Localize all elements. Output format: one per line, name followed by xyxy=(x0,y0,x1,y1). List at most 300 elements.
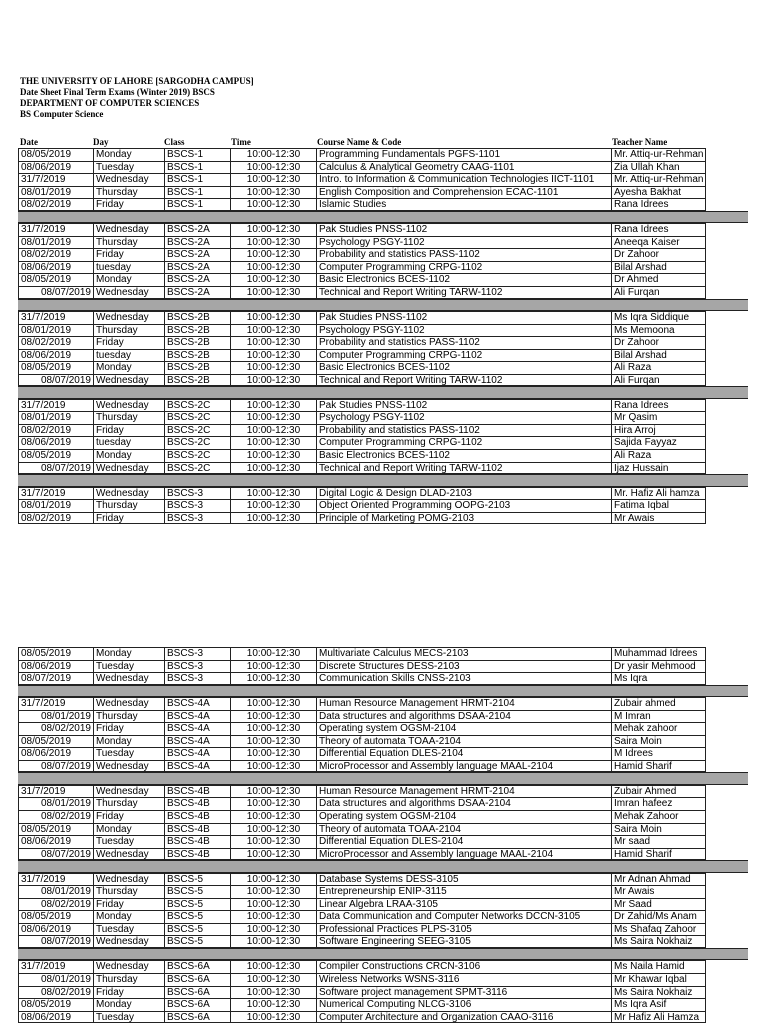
course-name: Software project management SPMT-3116 xyxy=(316,986,611,999)
table-row xyxy=(18,487,748,500)
exam-time: 10:00-12:30 xyxy=(230,198,316,211)
teacher-name: Mr. Hafiz Ali hamza xyxy=(611,487,706,500)
teacher-name: Zubair ahmed xyxy=(611,697,706,710)
exam-class: BSCS-1 xyxy=(164,148,230,161)
teacher-name: Dr Zahoor xyxy=(611,336,706,349)
exam-class: BSCS-2C xyxy=(164,424,230,437)
exam-class: BSCS-2C xyxy=(164,449,230,462)
exam-class: BSCS-1 xyxy=(164,161,230,174)
exam-class: BSCS-5 xyxy=(164,935,230,948)
table-row xyxy=(18,449,748,462)
teacher-name: Ms Shafaq Zahoor xyxy=(611,923,706,936)
exam-class: BSCS-2B xyxy=(164,311,230,324)
table-row xyxy=(18,735,748,748)
table-row xyxy=(18,248,748,261)
teacher-name: M Imran xyxy=(611,710,706,723)
exam-date: 31/7/2019 xyxy=(18,487,93,500)
exam-date: 08/01/2019 xyxy=(18,885,93,898)
course-name: Human Resource Management HRMT-2104 xyxy=(316,697,611,710)
exam-time: 10:00-12:30 xyxy=(230,647,316,660)
exam-time: 10:00-12:30 xyxy=(230,960,316,973)
exam-time: 10:00-12:30 xyxy=(230,747,316,760)
exam-date: 08/05/2019 xyxy=(18,823,93,836)
exam-class: BSCS-4B xyxy=(164,797,230,810)
exam-day: Wednesday xyxy=(93,760,164,773)
exam-date: 08/06/2019 xyxy=(18,161,93,174)
exam-day: Monday xyxy=(93,647,164,660)
exam-date: 31/7/2019 xyxy=(18,223,93,236)
teacher-name: Hamid Sharif xyxy=(611,760,706,773)
teacher-name: Rana Idrees xyxy=(611,223,706,236)
exam-time: 10:00-12:30 xyxy=(230,374,316,387)
exam-class: BSCS-4A xyxy=(164,710,230,723)
exam-day: Monday xyxy=(93,998,164,1011)
table-row xyxy=(18,660,748,673)
exam-day: Friday xyxy=(93,898,164,911)
exam-day: Friday xyxy=(93,512,164,525)
exam-time: 10:00-12:30 xyxy=(230,236,316,249)
exam-date: 08/05/2019 xyxy=(18,910,93,923)
exam-date: 31/7/2019 xyxy=(18,960,93,973)
exam-time: 10:00-12:30 xyxy=(230,311,316,324)
teacher-name: Ms Saira Nokhaiz xyxy=(611,935,706,948)
course-name: Software Engineering SEEG-3105 xyxy=(316,935,611,948)
exam-class: BSCS-5 xyxy=(164,910,230,923)
exam-time: 10:00-12:30 xyxy=(230,760,316,773)
exam-day: Tuesday xyxy=(93,660,164,673)
exam-time: 10:00-12:30 xyxy=(230,349,316,362)
col-teacher: Teacher Name xyxy=(612,137,668,147)
exam-time: 10:00-12:30 xyxy=(230,462,316,475)
exam-date: 08/01/2019 xyxy=(18,186,93,199)
course-name: Technical and Report Writing TARW-1102 xyxy=(316,462,611,475)
exam-day: Thursday xyxy=(93,710,164,723)
exam-time: 10:00-12:30 xyxy=(230,973,316,986)
exam-date: 08/06/2019 xyxy=(18,835,93,848)
teacher-name: Ayesha Bakhat xyxy=(611,186,706,199)
exam-class: BSCS-2A xyxy=(164,286,230,299)
exam-time: 10:00-12:30 xyxy=(230,873,316,886)
exam-class: BSCS-2B xyxy=(164,374,230,387)
teacher-name: Ms Iqra Siddique xyxy=(611,311,706,324)
teacher-name: Ijaz Hussain xyxy=(611,462,706,475)
exam-time: 10:00-12:30 xyxy=(230,735,316,748)
table-row xyxy=(18,286,748,299)
teacher-name: Ms Iqra Asif xyxy=(611,998,706,1011)
teacher-name: Bilal Arshad xyxy=(611,349,706,362)
table-row xyxy=(18,186,748,199)
exam-date: 08/05/2019 xyxy=(18,449,93,462)
course-name: Digital Logic & Design DLAD-2103 xyxy=(316,487,611,500)
course-name: Psychology PSGY-1102 xyxy=(316,324,611,337)
exam-class: BSCS-4B xyxy=(164,785,230,798)
block-separator xyxy=(18,474,748,487)
exam-day: Friday xyxy=(93,198,164,211)
course-name: Communication Skills CNSS-2103 xyxy=(316,672,611,685)
exam-time: 10:00-12:30 xyxy=(230,672,316,685)
course-name: Human Resource Management HRMT-2104 xyxy=(316,785,611,798)
exam-date: 08/05/2019 xyxy=(18,148,93,161)
exam-date: 08/06/2019 xyxy=(18,436,93,449)
exam-time: 10:00-12:30 xyxy=(230,1011,316,1024)
document-header xyxy=(20,76,254,120)
exam-time: 10:00-12:30 xyxy=(230,810,316,823)
exam-day: Thursday xyxy=(93,797,164,810)
exam-date: 31/7/2019 xyxy=(18,311,93,324)
table-row xyxy=(18,722,748,735)
exam-date: 08/06/2019 xyxy=(18,1011,93,1024)
exam-day: Wednesday xyxy=(93,462,164,475)
exam-time: 10:00-12:30 xyxy=(230,797,316,810)
table-row xyxy=(18,374,748,387)
block-separator xyxy=(18,772,748,785)
exam-date: 08/07/2019 xyxy=(18,935,93,948)
col-date: Date xyxy=(20,137,38,147)
exam-class: BSCS-2A xyxy=(164,273,230,286)
teacher-name: Mr Khawar Iqbal xyxy=(611,973,706,986)
course-name: Pak Studies PNSS-1102 xyxy=(316,311,611,324)
table-row xyxy=(18,672,748,685)
exam-class: BSCS-5 xyxy=(164,923,230,936)
table-row xyxy=(18,436,748,449)
course-name: Data Communication and Computer Networks DCCN-3105 xyxy=(316,910,611,923)
exam-class: BSCS-6A xyxy=(164,973,230,986)
col-time: Time xyxy=(231,137,251,147)
exam-time: 10:00-12:30 xyxy=(230,885,316,898)
teacher-name: Mr. Attiq-ur-Rehman xyxy=(611,173,706,186)
table-row xyxy=(18,973,748,986)
exam-date: 08/01/2019 xyxy=(18,710,93,723)
exam-class: BSCS-2C xyxy=(164,399,230,412)
table-row xyxy=(18,324,748,337)
program-title: BS Computer Science xyxy=(20,109,104,119)
course-name: Probability and statistics PASS-1102 xyxy=(316,248,611,261)
exam-day: Tuesday xyxy=(93,747,164,760)
table-row xyxy=(18,873,748,886)
exam-time: 10:00-12:30 xyxy=(230,223,316,236)
exam-time: 10:00-12:30 xyxy=(230,449,316,462)
exam-day: Wednesday xyxy=(93,311,164,324)
table-row xyxy=(18,835,748,848)
teacher-name: Ali Raza xyxy=(611,449,706,462)
table-row xyxy=(18,424,748,437)
course-name: Object Oriented Programming OOPG-2103 xyxy=(316,499,611,512)
exam-day: Thursday xyxy=(93,499,164,512)
exam-day: Wednesday xyxy=(93,173,164,186)
table-row xyxy=(18,349,748,362)
teacher-name: Hamid Sharif xyxy=(611,848,706,861)
table-row xyxy=(18,923,748,936)
course-name: Multivariate Calculus MECS-2103 xyxy=(316,647,611,660)
course-name: Probability and statistics PASS-1102 xyxy=(316,336,611,349)
block-separator xyxy=(18,685,748,698)
exam-day: Monday xyxy=(93,910,164,923)
exam-date: 08/02/2019 xyxy=(18,198,93,211)
table-row xyxy=(18,499,748,512)
exam-class: BSCS-3 xyxy=(164,499,230,512)
exam-date: 08/05/2019 xyxy=(18,998,93,1011)
exam-day: Thursday xyxy=(93,324,164,337)
exam-time: 10:00-12:30 xyxy=(230,424,316,437)
exam-class: BSCS-2B xyxy=(164,336,230,349)
teacher-name: Ali Furqan xyxy=(611,286,706,299)
exam-date: 31/7/2019 xyxy=(18,399,93,412)
exam-class: BSCS-4B xyxy=(164,810,230,823)
col-course: Course Name & Code xyxy=(317,137,402,147)
teacher-name: Mehak zahoor xyxy=(611,722,706,735)
exam-time: 10:00-12:30 xyxy=(230,261,316,274)
exam-day: Wednesday xyxy=(93,672,164,685)
exam-time: 10:00-12:30 xyxy=(230,336,316,349)
exam-class: BSCS-4A xyxy=(164,735,230,748)
university-title: THE UNIVERSITY OF LAHORE [SARGODHA CAMPUS] xyxy=(20,76,254,86)
exam-day: Wednesday xyxy=(93,223,164,236)
table-row xyxy=(18,462,748,475)
course-name: Pak Studies PNSS-1102 xyxy=(316,223,611,236)
exam-class: BSCS-6A xyxy=(164,960,230,973)
exam-date: 08/02/2019 xyxy=(18,248,93,261)
exam-time: 10:00-12:30 xyxy=(230,935,316,948)
course-name: Operating system OGSM-2104 xyxy=(316,810,611,823)
exam-class: BSCS-3 xyxy=(164,660,230,673)
table-row xyxy=(18,823,748,836)
table-row xyxy=(18,1011,748,1024)
teacher-name: Sajida Fayyaz xyxy=(611,436,706,449)
course-name: Computer Programming CRPG-1102 xyxy=(316,261,611,274)
exam-time: 10:00-12:30 xyxy=(230,823,316,836)
exam-class: BSCS-4A xyxy=(164,760,230,773)
table-row xyxy=(18,512,748,525)
teacher-name: Fatima Iqbal xyxy=(611,499,706,512)
exam-time: 10:00-12:30 xyxy=(230,186,316,199)
exam-date: 08/07/2019 xyxy=(18,374,93,387)
teacher-name: Muhammad Idrees xyxy=(611,647,706,660)
table-row xyxy=(18,910,748,923)
teacher-name: Mr Awais xyxy=(611,512,706,525)
exam-day: Thursday xyxy=(93,973,164,986)
exam-day: Wednesday xyxy=(93,935,164,948)
exam-time: 10:00-12:30 xyxy=(230,660,316,673)
exam-class: BSCS-4A xyxy=(164,722,230,735)
exam-day: Tuesday xyxy=(93,161,164,174)
exam-day: Monday xyxy=(93,449,164,462)
table-row xyxy=(18,760,748,773)
table-row xyxy=(18,697,748,710)
teacher-name: Dr Zahid/Ms Anam xyxy=(611,910,706,923)
course-name: Technical and Report Writing TARW-1102 xyxy=(316,374,611,387)
exam-class: BSCS-1 xyxy=(164,173,230,186)
course-name: Theory of automata TOAA-2104 xyxy=(316,823,611,836)
course-name: Basic Electronics BCES-1102 xyxy=(316,361,611,374)
teacher-name: Mehak Zahoor xyxy=(611,810,706,823)
teacher-name: Imran hafeez xyxy=(611,797,706,810)
exam-day: Tuesday xyxy=(93,1011,164,1024)
exam-class: BSCS-2A xyxy=(164,261,230,274)
block-separator xyxy=(18,860,748,873)
exam-time: 10:00-12:30 xyxy=(230,487,316,500)
exam-day: Friday xyxy=(93,248,164,261)
exam-time: 10:00-12:30 xyxy=(230,411,316,424)
teacher-name: Mr. Attiq-ur-Rehman xyxy=(611,148,706,161)
exam-date: 08/06/2019 xyxy=(18,923,93,936)
teacher-name: Ms Memoona xyxy=(611,324,706,337)
exam-class: BSCS-2C xyxy=(164,462,230,475)
exam-day: Thursday xyxy=(93,186,164,199)
course-name: Psychology PSGY-1102 xyxy=(316,236,611,249)
exam-date: 08/01/2019 xyxy=(18,324,93,337)
exam-class: BSCS-3 xyxy=(164,672,230,685)
exam-time: 10:00-12:30 xyxy=(230,361,316,374)
teacher-name: Zia Ullah Khan xyxy=(611,161,706,174)
teacher-name: Aneeqa Kaiser xyxy=(611,236,706,249)
exam-time: 10:00-12:30 xyxy=(230,910,316,923)
table-row xyxy=(18,935,748,948)
exam-time: 10:00-12:30 xyxy=(230,722,316,735)
exam-date: 08/06/2019 xyxy=(18,747,93,760)
table-row xyxy=(18,148,748,161)
exam-class: BSCS-2B xyxy=(164,361,230,374)
exam-day: Wednesday xyxy=(93,873,164,886)
exam-day: Monday xyxy=(93,273,164,286)
exam-time: 10:00-12:30 xyxy=(230,923,316,936)
exam-time: 10:00-12:30 xyxy=(230,161,316,174)
exam-table-top xyxy=(18,148,748,524)
teacher-name: Hira Arroj xyxy=(611,424,706,437)
exam-class: BSCS-5 xyxy=(164,885,230,898)
course-name: Differential Equation DLES-2104 xyxy=(316,835,611,848)
exam-date: 08/02/2019 xyxy=(18,810,93,823)
table-row xyxy=(18,198,748,211)
course-name: Compiler Constructions CRCN-3106 xyxy=(316,960,611,973)
exam-date: 31/7/2019 xyxy=(18,697,93,710)
table-row xyxy=(18,848,748,861)
exam-day: Wednesday xyxy=(93,374,164,387)
table-row xyxy=(18,311,748,324)
course-name: Technical and Report Writing TARW-1102 xyxy=(316,286,611,299)
exam-class: BSCS-4B xyxy=(164,848,230,861)
exam-day: Monday xyxy=(93,823,164,836)
exam-day: Friday xyxy=(93,424,164,437)
course-name: Database Systems DESS-3105 xyxy=(316,873,611,886)
exam-class: BSCS-5 xyxy=(164,898,230,911)
exam-class: BSCS-2A xyxy=(164,248,230,261)
exam-class: BSCS-4A xyxy=(164,747,230,760)
exam-class: BSCS-2A xyxy=(164,236,230,249)
col-day: Day xyxy=(93,137,109,147)
teacher-name: Saira Moin xyxy=(611,823,706,836)
block-separator xyxy=(18,386,748,399)
course-name: Professional Practices PLPS-3105 xyxy=(316,923,611,936)
exam-class: BSCS-4B xyxy=(164,835,230,848)
table-row xyxy=(18,810,748,823)
teacher-name: Ms Naila Hamid xyxy=(611,960,706,973)
course-name: MicroProcessor and Assembly language MAAL-2104 xyxy=(316,848,611,861)
exam-time: 10:00-12:30 xyxy=(230,710,316,723)
exam-date: 08/05/2019 xyxy=(18,361,93,374)
exam-day: Wednesday xyxy=(93,960,164,973)
exam-day: Friday xyxy=(93,986,164,999)
exam-class: BSCS-5 xyxy=(164,873,230,886)
exam-date: 08/05/2019 xyxy=(18,647,93,660)
exam-day: Thursday xyxy=(93,411,164,424)
exam-class: BSCS-3 xyxy=(164,647,230,660)
table-row xyxy=(18,785,748,798)
course-name: Theory of automata TOAA-2104 xyxy=(316,735,611,748)
table-row xyxy=(18,998,748,1011)
exam-class: BSCS-6A xyxy=(164,986,230,999)
exam-time: 10:00-12:30 xyxy=(230,148,316,161)
exam-time: 10:00-12:30 xyxy=(230,785,316,798)
table-row xyxy=(18,336,748,349)
exam-time: 10:00-12:30 xyxy=(230,173,316,186)
teacher-name: Ali Furqan xyxy=(611,374,706,387)
exam-day: tuesday xyxy=(93,436,164,449)
column-headers xyxy=(0,136,768,148)
exam-class: BSCS-2C xyxy=(164,411,230,424)
block-separator xyxy=(18,299,748,312)
exam-date: 08/01/2019 xyxy=(18,797,93,810)
exam-time: 10:00-12:30 xyxy=(230,399,316,412)
exam-date: 08/01/2019 xyxy=(18,236,93,249)
exam-day: Monday xyxy=(93,361,164,374)
teacher-name: Dr Zahoor xyxy=(611,248,706,261)
course-name: Probability and statistics PASS-1102 xyxy=(316,424,611,437)
course-name: Differential Equation DLES-2104 xyxy=(316,747,611,760)
teacher-name: Saira Moin xyxy=(611,735,706,748)
teacher-name: Ms Iqra xyxy=(611,672,706,685)
exam-time: 10:00-12:30 xyxy=(230,324,316,337)
course-name: Entrepreneurship ENIP-3115 xyxy=(316,885,611,898)
exam-date: 08/01/2019 xyxy=(18,411,93,424)
exam-class: BSCS-4A xyxy=(164,697,230,710)
teacher-name: Zubair Ahmed xyxy=(611,785,706,798)
table-row xyxy=(18,173,748,186)
teacher-name: Dr Ahmed xyxy=(611,273,706,286)
table-row xyxy=(18,273,748,286)
exam-time: 10:00-12:30 xyxy=(230,697,316,710)
exam-date: 08/06/2019 xyxy=(18,660,93,673)
exam-day: Wednesday xyxy=(93,785,164,798)
exam-day: Friday xyxy=(93,810,164,823)
exam-day: Tuesday xyxy=(93,923,164,936)
table-row xyxy=(18,223,748,236)
course-name: MicroProcessor and Assembly language MAAL-2104 xyxy=(316,760,611,773)
course-name: Linear Algebra LRAA-3105 xyxy=(316,898,611,911)
course-name: Data structures and algorithms DSAA-2104 xyxy=(316,797,611,810)
table-row xyxy=(18,898,748,911)
teacher-name: Mr Hafiz Ali Hamza xyxy=(611,1011,706,1024)
course-name: Basic Electronics BCES-1102 xyxy=(316,273,611,286)
teacher-name: M Idrees xyxy=(611,747,706,760)
exam-class: BSCS-2A xyxy=(164,223,230,236)
exam-time: 10:00-12:30 xyxy=(230,998,316,1011)
teacher-name: Mr Adnan Ahmad xyxy=(611,873,706,886)
block-separator xyxy=(18,211,748,224)
exam-date: 08/06/2019 xyxy=(18,261,93,274)
exam-time: 10:00-12:30 xyxy=(230,848,316,861)
exam-time: 10:00-12:30 xyxy=(230,835,316,848)
course-name: Computer Architecture and Organization CAAO-3116 xyxy=(316,1011,611,1024)
block-separator xyxy=(18,948,748,961)
exam-date: 08/02/2019 xyxy=(18,424,93,437)
teacher-name: Dr yasir Mehmood xyxy=(611,660,706,673)
exam-date: 08/02/2019 xyxy=(18,986,93,999)
table-row xyxy=(18,960,748,973)
exam-date: 08/01/2019 xyxy=(18,499,93,512)
course-name: Wireless Networks WSNS-3116 xyxy=(316,973,611,986)
exam-date: 08/02/2019 xyxy=(18,512,93,525)
course-name: Islamic Studies xyxy=(316,198,611,211)
